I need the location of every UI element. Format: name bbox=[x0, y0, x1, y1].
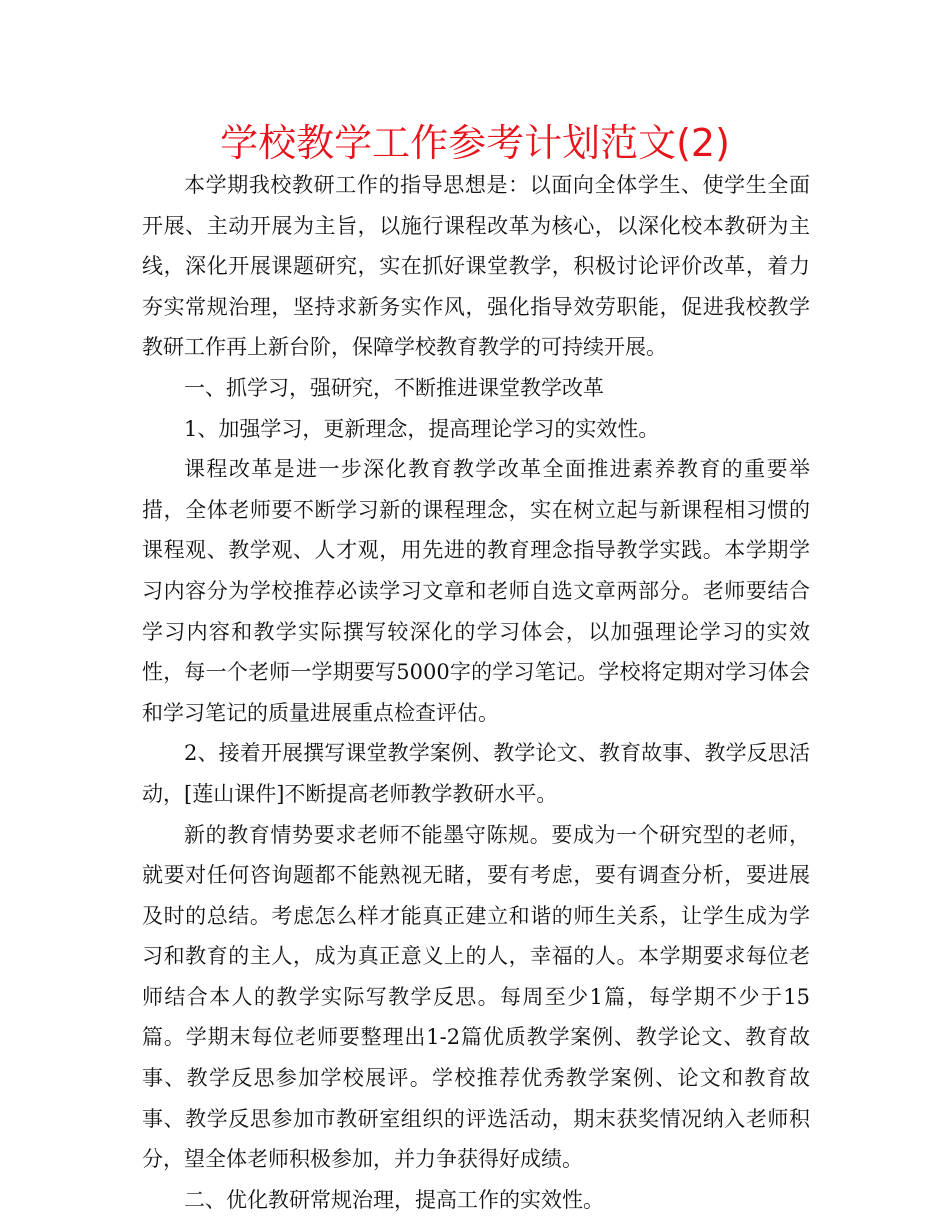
subsection-heading-2: 2、接着开展撰写课堂教学案例、教学论文、教育故事、教学反思活动，[莲山课件]不断提高老师教学教研水平。 bbox=[142, 741, 810, 806]
document-body bbox=[142, 165, 810, 1220]
subsection-heading-1: 1、加强学习，更新理念，提高理论学习的实效性。 bbox=[184, 416, 660, 441]
document-title: 学校教学工作参考计划范文(2) bbox=[220, 121, 730, 165]
paragraph-guiding-ideology: 本学期我校教研工作的指导思想是：以面向全体学生、使学生全面开展、主动开展为主旨，以施行课程改革为核心，以深化校本教研为主线，深化开展课题研究，实在抓好课堂教学，积极讨论评价改革，着力夯实常规治理，坚持求新务实作风，强化指导效劳职能，促进我校教学教研工作再上新台阶，保障学校教育教学的可持续开展。 bbox=[142, 173, 810, 360]
paragraph-teaching-reflection: 新的教育情势要求老师不能墨守陈规。要成为一个研究型的老师，就要对任何咨询题都不能熟视无睹，要有考虑，要有调查分析，要进展及时的总结。考虑怎么样才能真正建立和谐的师生关系，让学生成为学习和教育的主人，成为真正意义上的人，幸福的人。本学期要求每位老师结合本人的教学实际写教学反思。每周至少1篇，每学期不少于15篇。学期末每位老师要整理出1-2篇优质教学案例、教学论文、教育故事、教学反思参加学校展评。学校推荐优秀教学案例、论文和教育故事、教学反思参加市教研室组织的评选活动，期末获奖情况纳入老师积分，望全体老师积极参加，并力争获得好成绩。 bbox=[142, 822, 810, 1172]
section-heading-1: 一、抓学习，强研究，不断推进课堂教学改革 bbox=[184, 375, 604, 400]
section-heading-2: 二、优化教研常规治理，提高工作的实效性。 bbox=[184, 1187, 604, 1212]
paragraph-curriculum-reform: 课程改革是进一步深化教育教学改革全面推进素养教育的重要举措，全体老师要不断学习新的课程理念，实在树立起与新课程相习惯的课程观、教学观、人才观，用先进的教育理念指导教学实践。本学期学习内容分为学校推荐必读学习文章和老师自选文章两部分。老师要结合学习内容和教学实际撰写较深化的学习体会，以加强理论学习的实效性，每一个老师一学期要写5000字的学习笔记。学校将定期对学习体会和学习笔记的质量进展重点检查评估。 bbox=[142, 457, 810, 725]
